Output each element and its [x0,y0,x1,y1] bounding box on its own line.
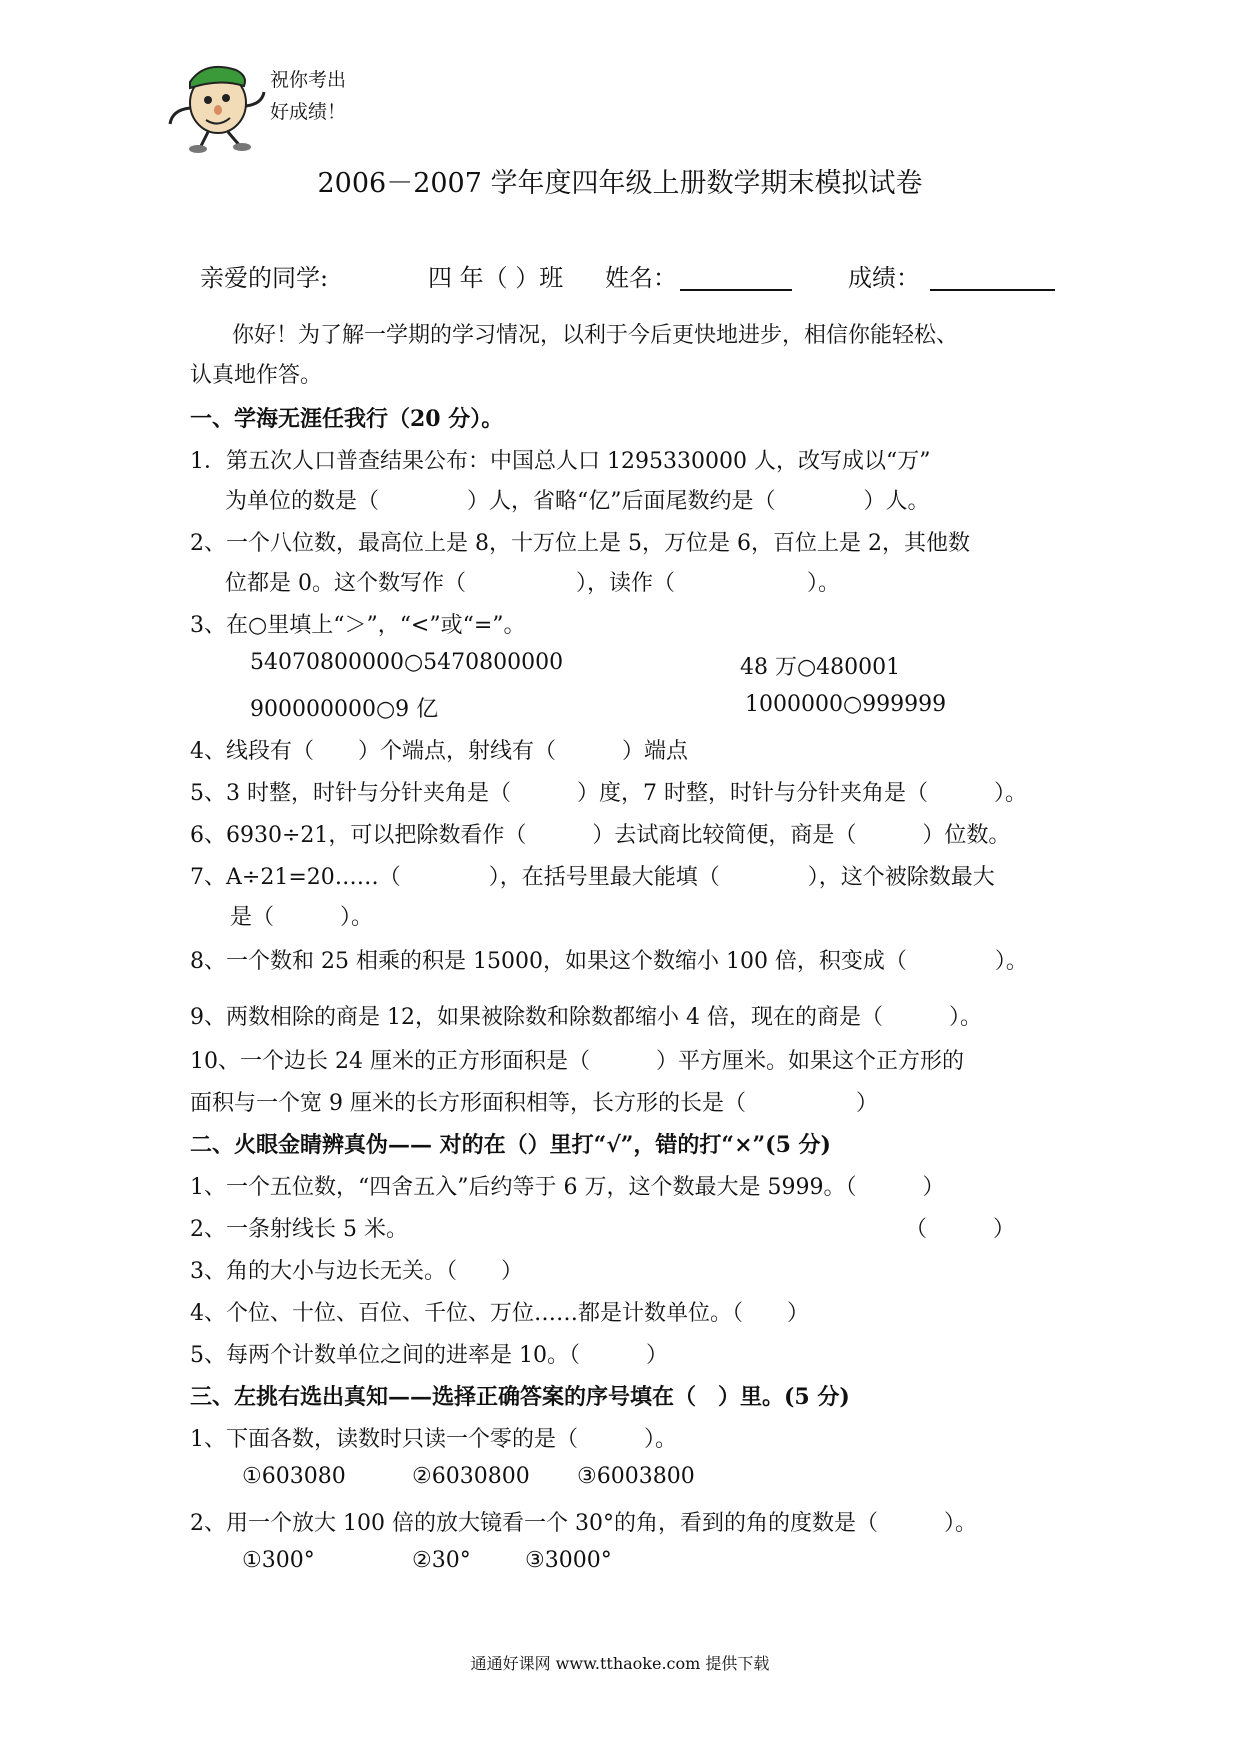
cartoon-boy-mascot-icon [160,48,275,153]
choice-question-1: 1、下面各数，读数时只读一个零的是（ ）。 [190,1427,677,1452]
intro-line-2: 认真地作答。 [190,363,323,388]
question-9: 9、两数相除的商是 12，如果被除数和除数都缩小 4 倍，现在的商是（ ）。 [190,1005,982,1030]
compare-item-2: 48 万○480001 [740,655,901,680]
wish-text [270,64,346,128]
choice-2-option-1: ①300° [242,1548,315,1573]
judge-item-2-bracket: （ ） [905,1217,1016,1242]
choice-question-2: 2、用一个放大 100 倍的放大镜看一个 30°的角，看到的角的度数是（ ）。 [190,1511,977,1536]
score-blank[interactable] [930,289,1055,291]
judge-item-5: 5、每两个计数单位之间的进率是 10。（ ） [190,1343,668,1368]
question-1-line-2: 为单位的数是（ ）人，省略“亿”后面尾数约是（ ）人。 [225,489,930,514]
choice-2-option-3: ③3000° [525,1548,612,1573]
class-label: 四 年（ ）班 [428,264,564,292]
intro-line-1: 你好！为了解一学期的学习情况，以利于今后更快地进步，相信你能轻松、 [232,323,959,348]
score-label: 成绩： [848,264,920,292]
section-3-heading: 三、左挑右选出真知——选择正确答案的序号填在（ ）里。(5 分) [190,1384,850,1410]
name-blank[interactable] [680,289,792,291]
page-title: 2006－2007 学年度四年级上册数学期末模拟试卷 [317,168,923,199]
compare-item-1: 54070800000○5470800000 [250,650,564,675]
choice-1-option-1: ①603080 [242,1464,346,1489]
choice-1-option-3: ③6003800 [577,1464,695,1489]
question-2-line-2: 位都是 0。这个数写作（ ），读作（ ）。 [225,571,840,596]
compare-item-3: 900000000○9 亿 [250,697,439,722]
question-5: 5、3 时整，时针与分针夹角是（ ）度，7 时整，时针与分针夹角是（ ）。 [190,781,1027,806]
name-label: 姓名： [605,264,677,292]
judge-item-3: 3、角的大小与边长无关。（ ） [190,1259,523,1284]
judge-item-1: 1、一个五位数，“四舍五入”后约等于 6 万，这个数最大是 5999。（ ） [190,1175,945,1200]
question-8: 8、一个数和 25 相乘的积是 15000，如果这个数缩小 100 倍，积变成（ ）。 [190,949,1028,974]
judge-item-4: 4、个位、十位、百位、千位、万位……都是计数单位。（ ） [190,1301,809,1326]
question-2-line-1: 2、一个八位数，最高位上是 8，十万位上是 5，万位是 6，百位上是 2，其他数 [190,531,970,556]
question-7-line-2: 是（ ）。 [230,905,374,930]
compare-item-4: 1000000○999999 [745,692,947,717]
question-4: 4、线段有（ ）个端点，射线有（ ）端点 [190,739,688,764]
question-6: 6、6930÷21，可以把除数看作（ ）去试商比较简便，商是（ ）位数。 [190,823,1011,848]
question-1-line-1: 1．第五次人口普查结果公布：中国总人口 1295330000 人，改写成以“万” [190,449,931,474]
question-3: 3、在○里填上“＞”，“<”或“=”。 [190,613,526,638]
judge-item-2: 2、一条射线长 5 米。 [190,1217,408,1242]
section-1-heading: 一、学海无涯任我行（20 分）。 [190,406,504,432]
section-2-heading: 二、火眼金睛辨真伪—— 对的在（）里打“√”，错的打“×”(5 分) [190,1132,831,1158]
greeting-label: 亲爱的同学: [200,264,329,292]
question-10-line-2: 面积与一个宽 9 厘米的长方形面积相等，长方形的长是（ ） [190,1091,878,1116]
question-7-line-1: 7、A÷21=20……（ ），在括号里最大能填（ ），这个被除数最大 [190,865,995,890]
question-10-line-1: 10、一个边长 24 厘米的正方形面积是（ ）平方厘米。如果这个正方形的 [190,1049,964,1074]
choice-2-option-2: ②30° [412,1548,471,1573]
choice-1-option-2: ②6030800 [412,1464,530,1489]
footer-text: 通通好课网 www.tthaoke.com 提供下载 [470,1654,770,1673]
wish-line-1: 祝你考出 [270,69,347,91]
wish-line-2: 好成绩！ [270,101,347,123]
